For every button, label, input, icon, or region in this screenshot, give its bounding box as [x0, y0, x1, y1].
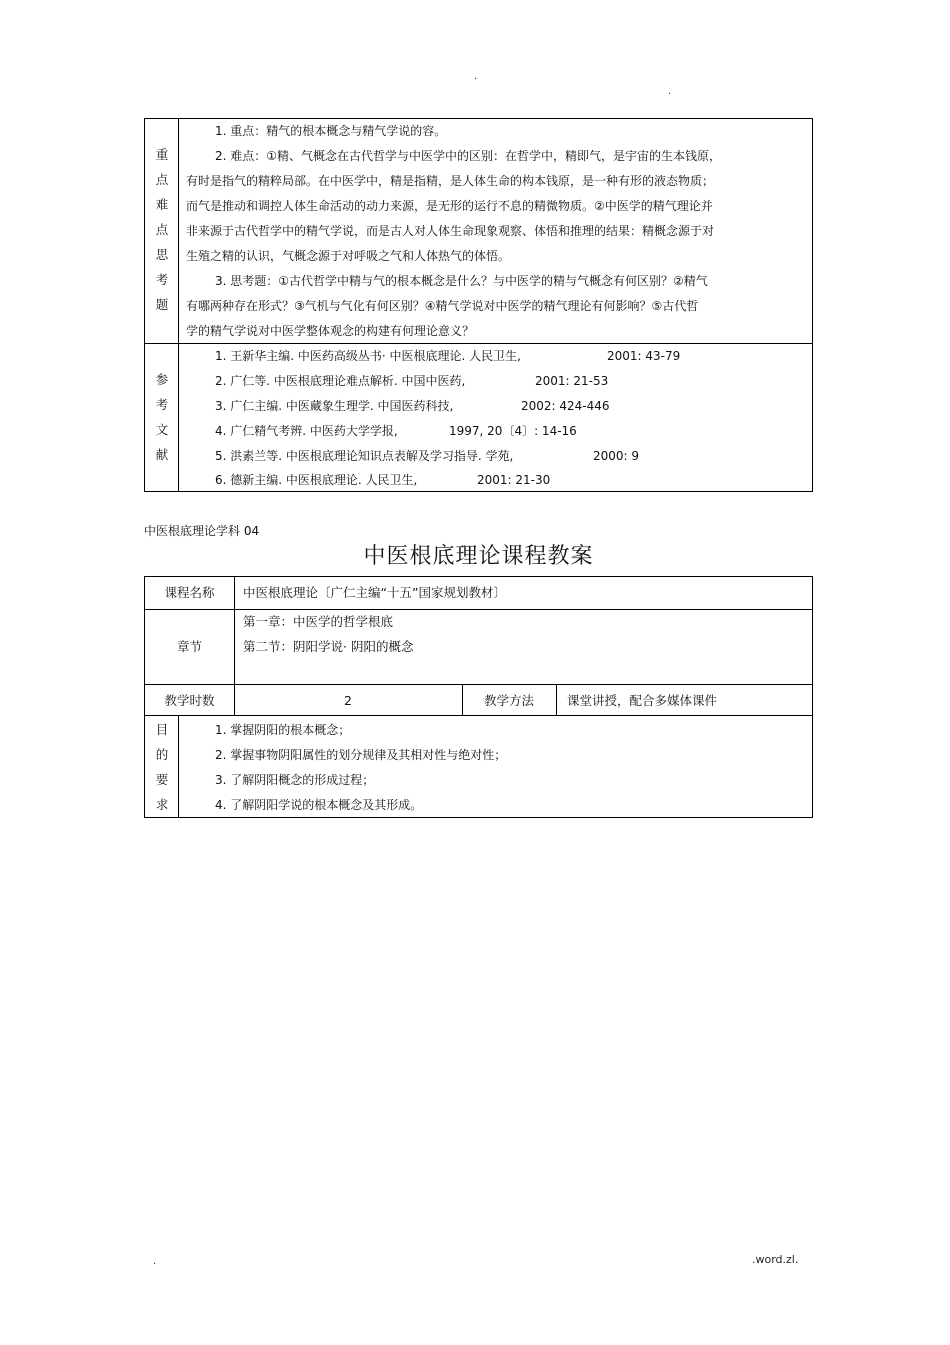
- references-label-char: 献: [155, 447, 169, 462]
- reference-pub: 2002: 424-446: [521, 399, 610, 413]
- key-points-table: [144, 118, 813, 492]
- subject-line: 中医根底理论学科 04: [144, 524, 260, 538]
- lesson-plan-table: [144, 576, 813, 818]
- chapter-label: 章节: [176, 639, 202, 654]
- key-points-label-char: 题: [155, 297, 169, 312]
- key-points-label-char: 思: [155, 247, 169, 262]
- reference-item: 2. 广仁等. 中医根底理论难点解析. 中国中医药,: [215, 374, 466, 388]
- column-divider: [556, 684, 557, 715]
- objective-item: 3. 了解阴阳概念的形成过程；: [215, 773, 375, 787]
- row-divider: [145, 343, 812, 344]
- objectives-label-char: 目: [155, 722, 169, 737]
- footer-mark: .word.zl.: [752, 1253, 799, 1266]
- objective-item: 2. 掌握事物阴阳属性的划分规律及其相对性与绝对性；: [215, 748, 507, 762]
- reference-item: 1. 王新华主编. 中医药高级丛书· 中医根底理论. 人民卫生,: [215, 349, 521, 363]
- reference-item: 5. 洪素兰等. 中医根底理论知识点表解及学习指导. 学苑,: [215, 449, 514, 463]
- key-points-label-char: 点: [155, 172, 169, 187]
- reference-pub: 2000: 9: [593, 449, 640, 463]
- objective-item: 4. 了解阴阳学说的根本概念及其形成。: [215, 798, 423, 812]
- row-divider: [145, 684, 812, 685]
- row-divider: [145, 609, 812, 610]
- objectives-label-char: 求: [155, 797, 169, 812]
- reference-pub: 2001: 21-30: [477, 473, 551, 487]
- reference-pub: 2001: 21-53: [535, 374, 609, 388]
- key-points-label-char: 考: [155, 272, 169, 287]
- key-points-line: 1. 重点：精气的根本概念与精气学说的容。: [215, 124, 447, 138]
- course-name-value: 中医根底理论〔广仁主编“十五”国家规划教材〕: [243, 585, 506, 600]
- key-points-label-char: 点: [155, 222, 169, 237]
- key-points-label-char: 难: [155, 197, 169, 212]
- hours-label: 教学时数: [164, 693, 215, 708]
- references-label-column: [145, 343, 179, 491]
- key-points-line: 非来源于古代哲学中的精气学说，而是古人对人体生命现象观察、体悟和推理的结果：精概念源于对: [186, 224, 715, 238]
- course-name-label: 课程名称: [164, 585, 215, 600]
- key-points-line: 3. 思考题：①古代哲学中精与气的根本概念是什么？与中医学的精与气概念有何区别？②精气: [215, 274, 708, 288]
- reference-item: 6. 德新主编. 中医根底理论. 人民卫生,: [215, 473, 418, 487]
- reference-pub: 1997, 20〔4〕: 14-16: [449, 424, 577, 438]
- references-label-char: 参: [155, 372, 169, 387]
- footer-dot-left: .: [153, 1256, 157, 1267]
- chapter-line: 第二节：阴阳学说· 阴阳的概念: [243, 639, 414, 654]
- reference-pub: 2001: 43-79: [607, 349, 681, 363]
- row-divider: [145, 715, 812, 716]
- key-points-label-column: [145, 119, 179, 343]
- chapter-line: 第一章：中医学的哲学根底: [243, 614, 394, 629]
- references-label-char: 考: [155, 397, 169, 412]
- objective-item: 1. 掌握阴阳的根本概念；: [215, 723, 351, 737]
- key-points-label-char: 重: [155, 147, 169, 162]
- key-points-line: 有时是指气的精粹局部。在中医学中，精是指精，是人体生命的构本钱原，是一种有形的液态物质；: [186, 174, 715, 188]
- objectives-label-char: 要: [155, 772, 169, 787]
- method-label: 教学方法: [483, 693, 534, 708]
- key-points-line: 学的精气学说对中医学整体观念的构建有何理论意义？: [186, 324, 475, 338]
- key-points-line: 有哪两种存在形式？③气机与气化有何区别？④精气学说对中医学的精气理论有何影响？⑤古代哲: [186, 299, 699, 313]
- header-dot-right: .: [668, 86, 672, 97]
- method-value: 课堂讲授，配合多媒体课件: [567, 693, 718, 708]
- header-dot-center: .: [474, 71, 478, 82]
- hours-value: 2: [344, 693, 352, 708]
- plan-title: 中医根底理论课程教案: [363, 544, 594, 569]
- reference-item: 3. 广仁主编. 中医藏象生理学. 中国医药科技,: [215, 399, 454, 413]
- references-label-char: 文: [155, 422, 169, 437]
- objectives-label-char: 的: [155, 747, 169, 762]
- reference-item: 4. 广仁精气考辨. 中医药大学学报,: [215, 424, 398, 438]
- key-points-line: 生殖之精的认识，气概念源于对呼吸之气和人体热气的体悟。: [186, 249, 511, 263]
- key-points-line: 2. 难点：①精、气概念在古代哲学与中医学中的区别：在哲学中，精即气，是宇宙的生本钱原，: [215, 149, 722, 163]
- key-points-line: 而气是推动和调控人体生命活动的动力来源，是无形的运行不息的精微物质。②中医学的精气理论并: [186, 199, 713, 213]
